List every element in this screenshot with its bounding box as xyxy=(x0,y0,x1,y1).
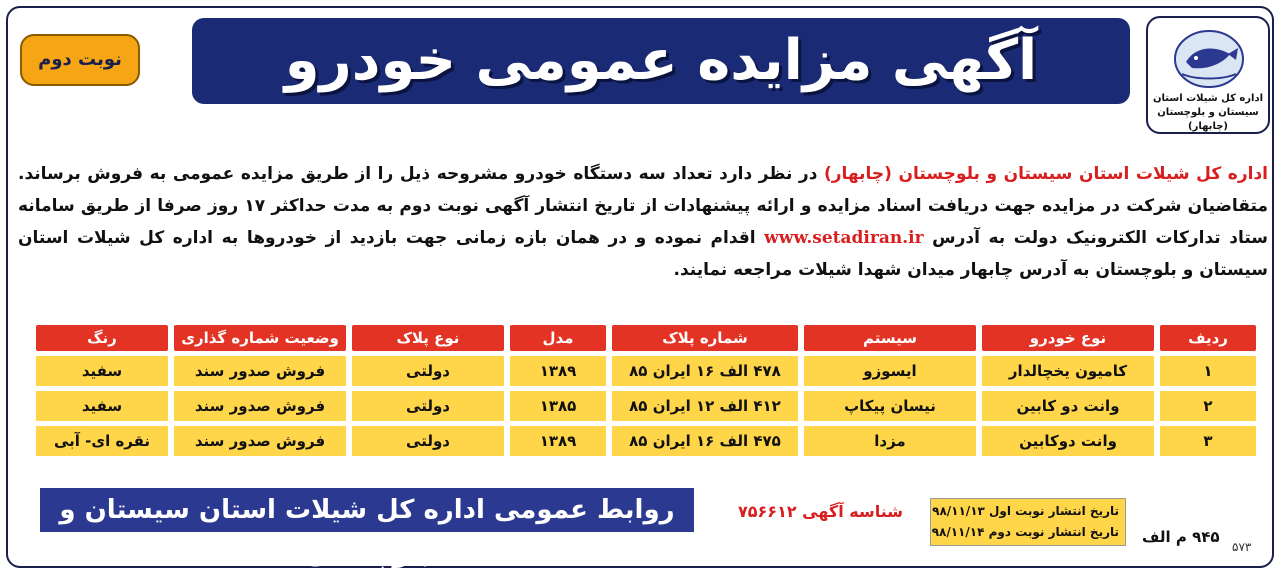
table-row xyxy=(36,356,1256,386)
header-color: رنگ xyxy=(36,325,168,351)
page-number: ۵۷۳ xyxy=(1232,540,1252,554)
turn-badge: نوبت دوم xyxy=(20,34,140,86)
table-cell: ایسوزو xyxy=(804,356,976,386)
reference-number: ۹۴۵ م الف xyxy=(1142,528,1220,546)
table-cell: نقره ای- آبی xyxy=(36,426,168,456)
header-plate-number: شماره پلاک xyxy=(612,325,798,351)
title-banner xyxy=(192,18,1130,104)
table-cell: ۱۳۸۹ xyxy=(510,426,606,456)
table-cell: نیسان پیکاپ xyxy=(804,391,976,421)
table-cell: ۱۳۸۹ xyxy=(510,356,606,386)
page-title: آگهی مزایده عمومی خودرو xyxy=(284,28,1038,93)
table-cell: سفید xyxy=(36,391,168,421)
publication-dates-box xyxy=(930,498,1126,546)
table-row xyxy=(36,426,1256,456)
website-link[interactable]: www.setadiran.ir xyxy=(764,228,924,248)
table-cell: دولتی xyxy=(352,356,504,386)
table-header-row xyxy=(36,325,1256,351)
table-cell: وانت دوکابین xyxy=(982,426,1154,456)
logo-caption: اداره کل شیلات استان سیستان و بلوچستان (چابهار) xyxy=(1152,93,1264,132)
header-system: سیستم xyxy=(804,325,976,351)
body-part-1: در نظر دارد تعداد سه دستگاه خودرو مشروحه ذیل را از طریق مزایده عمومی به فروش برساند. متقاضیان شرکت در مزایده جهت دریافت اسناد مزایده و ارائه پیشنهادات از تاریخ انتشار آگهی نوبت دوم به مدت حداکثر ۱۷ روز صرفا از طریق سامانه ستاد تدارکات الکترونیک دولت به آدرس xyxy=(18,164,1268,248)
table-cell: کامیون یخچالدار xyxy=(982,356,1154,386)
header-vehicle-type: نوع خودرو xyxy=(982,325,1154,351)
table-cell: فروش صدور سند xyxy=(174,391,346,421)
header-model: مدل xyxy=(510,325,606,351)
table-cell: ۳ xyxy=(1160,426,1256,456)
table-cell: ۱ xyxy=(1160,356,1256,386)
header-row-number: ردیف xyxy=(1160,325,1256,351)
org-name: اداره کل شیلات استان سیستان و بلوچستان (چابهار) xyxy=(824,164,1268,184)
table-row xyxy=(36,391,1256,421)
table-cell: دولتی xyxy=(352,391,504,421)
header-plate-type: نوع پلاک xyxy=(352,325,504,351)
table-cell: ۴۱۲ الف ۱۲ ایران ۸۵ xyxy=(612,391,798,421)
body-part-2: اقدام نموده و در همان بازه زمانی جهت بازدید از خودروها به اداره کل شیلات استان سیستان و بلوچستان به آدرس چابهار میدان شهدا شیلات مراجعه نمایند. xyxy=(18,228,1268,280)
table-cell: فروش صدور سند xyxy=(174,426,346,456)
public-relations-banner: روابط عمومی اداره کل شیلات استان سیستان و بلوچستان xyxy=(40,488,694,532)
vehicle-table xyxy=(30,320,1262,461)
table-cell: ۴۷۵ الف ۱۶ ایران ۸۵ xyxy=(612,426,798,456)
ad-code: شناسه آگهی ۷۵۶۶۱۲ xyxy=(738,502,903,521)
table-cell: ۱۳۸۵ xyxy=(510,391,606,421)
table-cell: وانت دو کابین xyxy=(982,391,1154,421)
publication-date-second: تاریخ انتشار نوبت دوم ۹۸/۱۱/۱۴ xyxy=(931,525,1119,539)
fisheries-logo-icon xyxy=(1172,28,1246,90)
table-cell: فروش صدور سند xyxy=(174,356,346,386)
table-cell: دولتی xyxy=(352,426,504,456)
logo-box xyxy=(1146,16,1270,134)
table-cell: ۲ xyxy=(1160,391,1256,421)
table-cell: ۴۷۸ الف ۱۶ ایران ۸۵ xyxy=(612,356,798,386)
publication-date-first: تاریخ انتشار نوبت اول ۹۸/۱۱/۱۳ xyxy=(932,504,1119,518)
table-cell: مزدا xyxy=(804,426,976,456)
body-text xyxy=(18,158,1268,286)
header-registration-status: وضعیت شماره گذاری xyxy=(174,325,346,351)
table-cell: سفید xyxy=(36,356,168,386)
